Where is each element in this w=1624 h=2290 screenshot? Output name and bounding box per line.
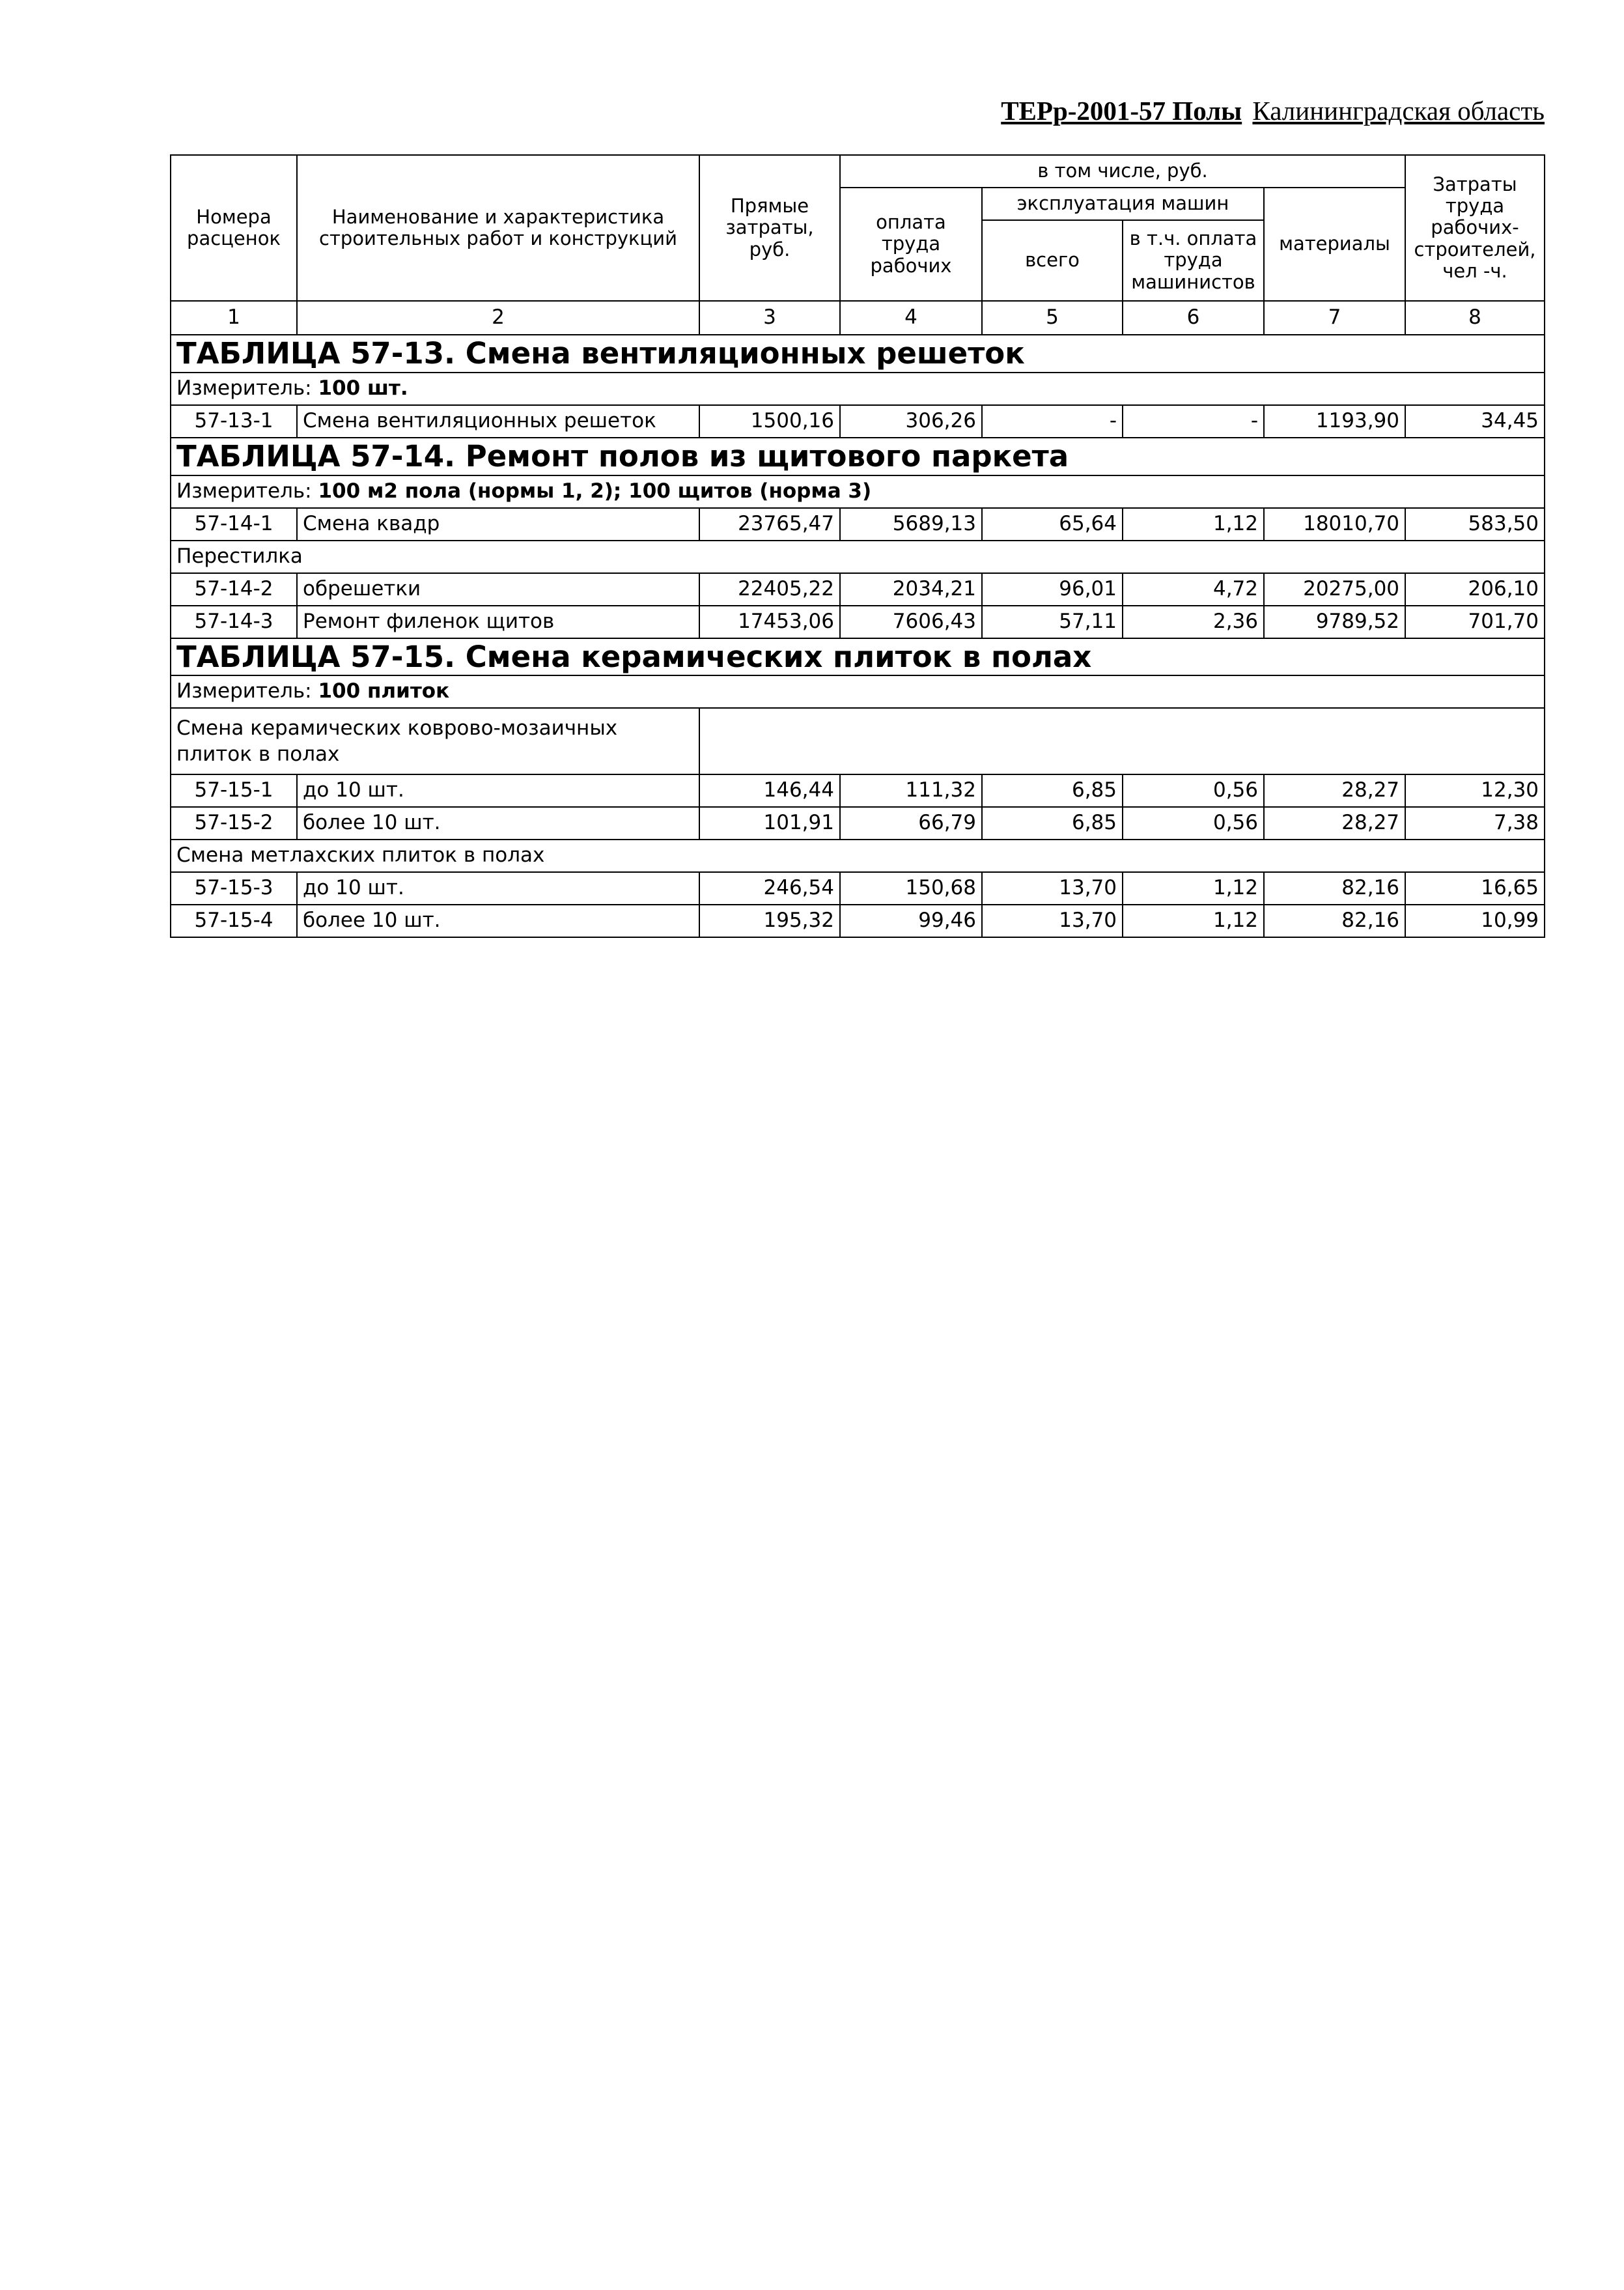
header-row-1 bbox=[171, 155, 1545, 188]
section-title-row bbox=[171, 335, 1545, 373]
meter-label: Измеритель: bbox=[176, 479, 318, 503]
column-number: 5 bbox=[982, 301, 1123, 335]
table-row bbox=[171, 872, 1545, 905]
col-labor-header: Затраты труда рабочих-строителей, чел -ч. bbox=[1405, 155, 1545, 301]
table-row bbox=[171, 807, 1545, 840]
direct-cost: 246,54 bbox=[699, 872, 840, 905]
col-machines-total-header: всего bbox=[982, 220, 1123, 301]
rate-name: обрешетки bbox=[297, 573, 699, 606]
subheading: Смена керамических коврово-мозаичных плиток в полах bbox=[171, 708, 699, 774]
document-region: Калининградская область bbox=[1252, 96, 1545, 126]
rate-code: 57-15-3 bbox=[171, 872, 297, 905]
subheading: Перестилка bbox=[171, 541, 1545, 573]
subheading-row bbox=[171, 708, 1545, 774]
machines-total: 13,70 bbox=[982, 905, 1123, 937]
direct-cost: 195,32 bbox=[699, 905, 840, 937]
rate-code: 57-13-1 bbox=[171, 405, 297, 438]
rate-name: до 10 шт. bbox=[297, 872, 699, 905]
materials: 82,16 bbox=[1264, 905, 1405, 937]
table-row bbox=[171, 905, 1545, 937]
wages: 2034,21 bbox=[840, 573, 982, 606]
column-number: 8 bbox=[1405, 301, 1545, 335]
column-number: 6 bbox=[1123, 301, 1264, 335]
materials: 82,16 bbox=[1264, 872, 1405, 905]
col-code-header: Номера расценок bbox=[171, 155, 297, 301]
labor: 10,99 bbox=[1405, 905, 1545, 937]
labor: 34,45 bbox=[1405, 405, 1545, 438]
section-title: ТАБЛИЦА 57-14. Ремонт полов из щитового паркета bbox=[171, 438, 1545, 475]
rate-code: 57-14-2 bbox=[171, 573, 297, 606]
meter-row bbox=[171, 373, 1545, 405]
table-row bbox=[171, 405, 1545, 438]
machines-total: 13,70 bbox=[982, 872, 1123, 905]
labor: 12,30 bbox=[1405, 774, 1545, 807]
column-number: 2 bbox=[297, 301, 699, 335]
materials: 1193,90 bbox=[1264, 405, 1405, 438]
machinist-wages: 2,36 bbox=[1123, 606, 1264, 638]
wages: 5689,13 bbox=[840, 508, 982, 541]
meter-value: 100 м2 пола (нормы 1, 2); 100 щитов (норма 3) bbox=[318, 479, 872, 503]
machines-total: 96,01 bbox=[982, 573, 1123, 606]
column-number: 1 bbox=[171, 301, 297, 335]
rate-name: Смена вентиляционных решеток bbox=[297, 405, 699, 438]
wages: 150,68 bbox=[840, 872, 982, 905]
rate-name: более 10 шт. bbox=[297, 905, 699, 937]
document-header bbox=[1001, 95, 1545, 126]
direct-cost: 1500,16 bbox=[699, 405, 840, 438]
meter-row bbox=[171, 675, 1545, 708]
labor: 701,70 bbox=[1405, 606, 1545, 638]
machines-total: - bbox=[982, 405, 1123, 438]
machines-total: 6,85 bbox=[982, 807, 1123, 840]
rate-name: Ремонт филенок щитов bbox=[297, 606, 699, 638]
direct-cost: 22405,22 bbox=[699, 573, 840, 606]
machinist-wages: 0,56 bbox=[1123, 774, 1264, 807]
rate-code: 57-14-1 bbox=[171, 508, 297, 541]
rate-code: 57-14-3 bbox=[171, 606, 297, 638]
section-title-row bbox=[171, 638, 1545, 676]
materials: 18010,70 bbox=[1264, 508, 1405, 541]
rate-code: 57-15-4 bbox=[171, 905, 297, 937]
wages: 7606,43 bbox=[840, 606, 982, 638]
materials: 9789,52 bbox=[1264, 606, 1405, 638]
direct-cost: 17453,06 bbox=[699, 606, 840, 638]
wages: 66,79 bbox=[840, 807, 982, 840]
labor: 7,38 bbox=[1405, 807, 1545, 840]
wages: 99,46 bbox=[840, 905, 982, 937]
table-row bbox=[171, 573, 1545, 606]
subheading: Смена метлахских плиток в полах bbox=[171, 840, 1545, 872]
rate-name: Смена квадр bbox=[297, 508, 699, 541]
machines-total: 6,85 bbox=[982, 774, 1123, 807]
machinist-wages: 1,12 bbox=[1123, 508, 1264, 541]
section-title-row bbox=[171, 438, 1545, 475]
meter-label: Измеритель: bbox=[176, 376, 318, 400]
machinist-wages: 1,12 bbox=[1123, 872, 1264, 905]
column-number: 4 bbox=[840, 301, 982, 335]
col-machinist-wages-header: в т.ч. оплата труда машинистов bbox=[1123, 220, 1264, 301]
section-title: ТАБЛИЦА 57-15. Смена керамических плиток в полах bbox=[171, 638, 1545, 676]
column-number: 3 bbox=[699, 301, 840, 335]
col-direct-header: Прямые затраты, руб. bbox=[699, 155, 840, 301]
document-code-title: ТЕРр-2001-57 Полы bbox=[1001, 96, 1242, 126]
direct-cost: 101,91 bbox=[699, 807, 840, 840]
direct-cost: 146,44 bbox=[699, 774, 840, 807]
col-materials-header: материалы bbox=[1264, 188, 1405, 301]
wages: 111,32 bbox=[840, 774, 982, 807]
rate-code: 57-15-1 bbox=[171, 774, 297, 807]
col-wages-header: оплата труда рабочих bbox=[840, 188, 982, 301]
rate-code: 57-15-2 bbox=[171, 807, 297, 840]
labor: 16,65 bbox=[1405, 872, 1545, 905]
col-machines-header: эксплуатация машин bbox=[982, 188, 1264, 220]
subheading-row bbox=[171, 541, 1545, 573]
section-meter bbox=[171, 475, 1545, 508]
materials: 28,27 bbox=[1264, 774, 1405, 807]
labor: 583,50 bbox=[1405, 508, 1545, 541]
section-meter bbox=[171, 373, 1545, 405]
section-meter bbox=[171, 675, 1545, 708]
wages: 306,26 bbox=[840, 405, 982, 438]
materials: 28,27 bbox=[1264, 807, 1405, 840]
table-row bbox=[171, 774, 1545, 807]
col-name-header: Наименование и характеристика строительных работ и конструкций bbox=[297, 155, 699, 301]
machinist-wages: 1,12 bbox=[1123, 905, 1264, 937]
materials: 20275,00 bbox=[1264, 573, 1405, 606]
machinist-wages: 0,56 bbox=[1123, 807, 1264, 840]
direct-cost: 23765,47 bbox=[699, 508, 840, 541]
rate-name: более 10 шт. bbox=[297, 807, 699, 840]
rate-name: до 10 шт. bbox=[297, 774, 699, 807]
machinist-wages: 4,72 bbox=[1123, 573, 1264, 606]
labor: 206,10 bbox=[1405, 573, 1545, 606]
machines-total: 57,11 bbox=[982, 606, 1123, 638]
rates-table bbox=[170, 154, 1545, 938]
column-number: 7 bbox=[1264, 301, 1405, 335]
machinist-wages: - bbox=[1123, 405, 1264, 438]
machines-total: 65,64 bbox=[982, 508, 1123, 541]
meter-value: 100 плиток bbox=[318, 679, 450, 703]
col-incl-header: в том числе, руб. bbox=[840, 155, 1405, 188]
meter-row bbox=[171, 475, 1545, 508]
section-title: ТАБЛИЦА 57-13. Смена вентиляционных решеток bbox=[171, 335, 1545, 373]
meter-label: Измеритель: bbox=[176, 679, 318, 703]
meter-value: 100 шт. bbox=[318, 376, 408, 400]
subheading-row bbox=[171, 840, 1545, 872]
table-row bbox=[171, 606, 1545, 638]
column-number-row bbox=[171, 301, 1545, 335]
subheading-filler bbox=[699, 708, 1545, 774]
table-row bbox=[171, 508, 1545, 541]
